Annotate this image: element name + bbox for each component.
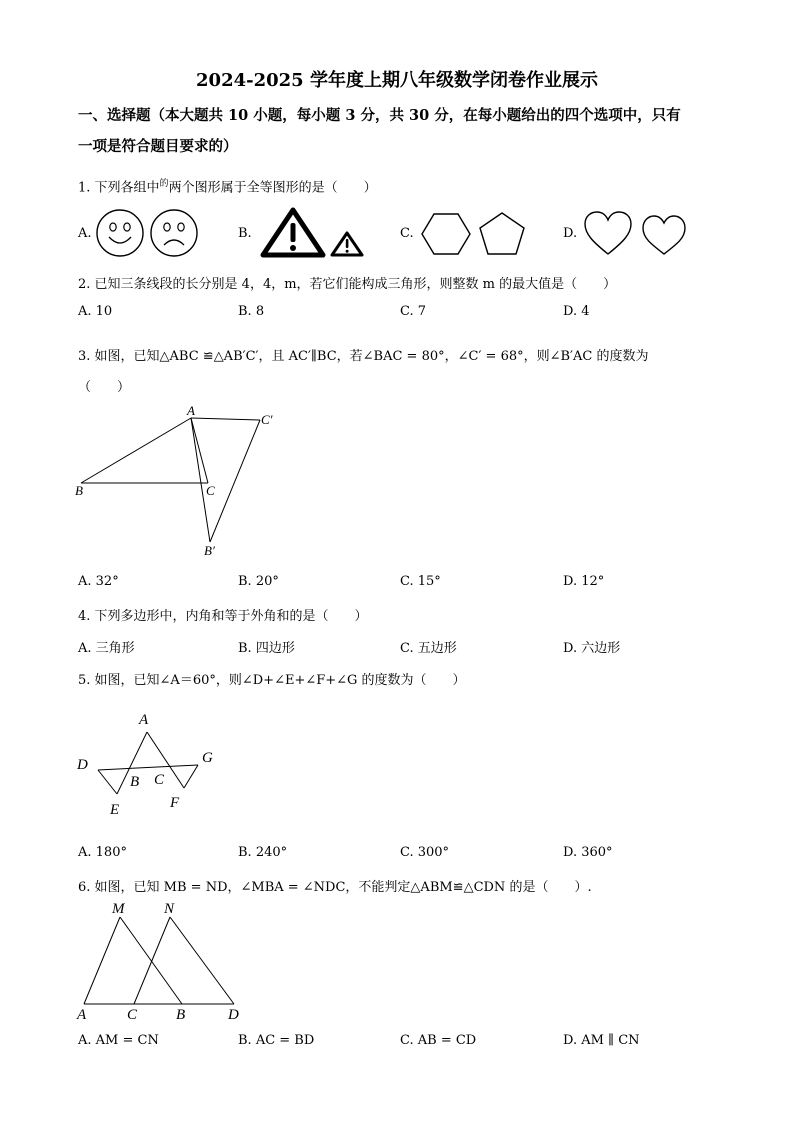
q3-option-d: D. 12° bbox=[563, 574, 605, 589]
question-2-stem: 2. 已知三条线段的长分别是 4，4，m，若它们能构成三角形，则整数 m 的最大值是（ ） bbox=[78, 277, 617, 292]
warning-triangles-icon bbox=[260, 206, 370, 260]
q6-label-N: N bbox=[164, 901, 175, 917]
q6-option-a: A. AM = CN bbox=[78, 1033, 159, 1048]
q6-label-D: D bbox=[228, 1007, 239, 1023]
hearts-icon bbox=[583, 210, 693, 258]
q3-option-a: A. 32° bbox=[78, 574, 119, 589]
q5-label-D: D bbox=[77, 757, 88, 773]
q5-option-b: B. 240° bbox=[238, 845, 288, 860]
q5-label-A: A bbox=[139, 712, 149, 728]
question-5-stem: 5. 如图，已知∠A＝60°，则∠D+∠E+∠F+∠G 的度数为（ ） bbox=[78, 673, 466, 688]
q5-label-B: B bbox=[130, 774, 140, 790]
q4-option-b: B. 四边形 bbox=[238, 641, 295, 656]
q3-label-C-prime: C′ bbox=[261, 412, 273, 427]
q6-option-c: C. AB = CD bbox=[400, 1033, 477, 1048]
q3-label-B-prime: B′ bbox=[204, 543, 215, 558]
q3-triangle-figure bbox=[70, 402, 290, 562]
q6-label-M: M bbox=[112, 901, 125, 917]
page-title: 2024-2025 学年度上期八年级数学闭卷作业展示 bbox=[196, 70, 598, 91]
q6-label-A: A bbox=[77, 1007, 87, 1023]
q6-label-C: C bbox=[127, 1007, 138, 1023]
hexagon-pentagon-icon bbox=[420, 210, 530, 258]
q1-option-d-label: D. bbox=[563, 226, 578, 241]
section-heading-line1: 一、选择题（本大题共 10 小题，每小题 3 分，共 30 分，在每小题给出的四个选项中，只有 bbox=[78, 107, 681, 124]
question-3-stem-bracket: （ ） bbox=[78, 380, 131, 395]
q5-label-F: F bbox=[170, 795, 180, 811]
question-3-stem: 3. 如图，已知△ABC ≌△AB′C′，且 AC′∥BC，若∠BAC = 80°，∠C′ = 68°，则∠B′AC 的度数为 bbox=[78, 349, 649, 364]
q6-label-B: B bbox=[176, 1007, 186, 1023]
q2-option-c: C. 7 bbox=[400, 304, 427, 319]
smiley-faces-icon bbox=[96, 208, 202, 260]
question-1-stem: 1. 下列各组中$^的$两个图形属于全等图形的是（ ） bbox=[78, 179, 377, 196]
q3-label-B: B bbox=[75, 483, 83, 498]
q3-label-A: A bbox=[187, 403, 195, 418]
q5-option-d: D. 360° bbox=[563, 845, 613, 860]
q2-option-d: D. 4 bbox=[563, 304, 590, 319]
q2-option-a: A. 10 bbox=[78, 304, 113, 319]
section-heading-line2: 一项是符合题目要求的） bbox=[78, 138, 238, 155]
q4-option-d: D. 六边形 bbox=[563, 641, 621, 656]
q5-label-E: E bbox=[110, 802, 120, 818]
q6-option-b: B. AC = BD bbox=[238, 1033, 315, 1048]
q3-option-c: C. 15° bbox=[400, 574, 441, 589]
question-4-stem: 4. 下列多边形中，内角和等于外角和的是（ ） bbox=[78, 609, 368, 624]
q6-triangles-figure bbox=[72, 898, 252, 1026]
q1-option-c-label: C. bbox=[400, 226, 414, 241]
q1-option-b-label: B. bbox=[238, 226, 252, 241]
q2-option-b: B. 8 bbox=[238, 304, 265, 319]
question-6-stem: 6. 如图，已知 MB = ND，∠MBA = ∠NDC，不能判定△ABM≌△CDN 的是（ ）. bbox=[78, 880, 592, 895]
q5-label-G: G bbox=[202, 750, 213, 766]
q5-option-c: C. 300° bbox=[400, 845, 450, 860]
q5-option-a: A. 180° bbox=[78, 845, 127, 860]
q5-star-figure bbox=[74, 706, 234, 818]
q3-option-b: B. 20° bbox=[238, 574, 279, 589]
q4-option-a: A. 三角形 bbox=[78, 641, 135, 656]
q3-label-C: C bbox=[206, 483, 215, 498]
q4-option-c: C. 五边形 bbox=[400, 641, 457, 656]
q1-option-a-label: A. bbox=[78, 226, 92, 241]
q6-option-d: D. AM ∥ CN bbox=[563, 1033, 640, 1048]
q5-label-C: C bbox=[154, 772, 165, 788]
